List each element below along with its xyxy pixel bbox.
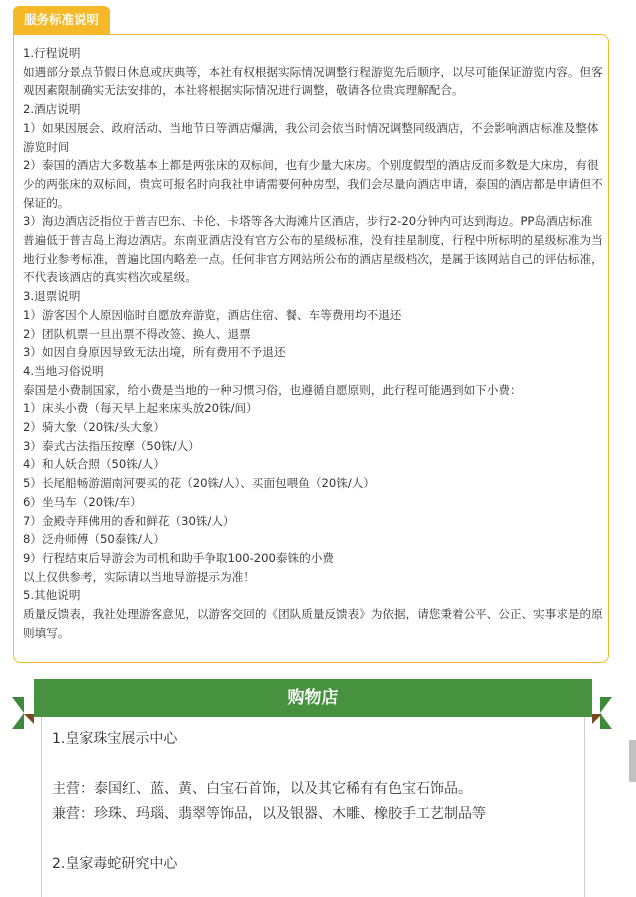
store-1-name: 1.皇家珠宝展示中心 bbox=[52, 731, 178, 747]
line-6: 3.退票说明 bbox=[23, 289, 81, 304]
ribbon-tail-left bbox=[12, 697, 24, 729]
line-23: 质量反馈表，我社处理游客意见，以游客交回的《团队质量反馈表》为依据，请您秉着公平、公正、实事求是的原则填写。 bbox=[23, 607, 603, 640]
line-8: 2）团队机票一旦出票不得改签、换人、退票 bbox=[23, 326, 251, 341]
store-2-name: 2.皇家毒蛇研究中心 bbox=[52, 856, 178, 872]
ribbon-fold-right bbox=[592, 714, 602, 724]
shopping-banner-title: 购物店 bbox=[34, 679, 592, 717]
line-15: 4）和人妖合照（50铢/人） bbox=[23, 457, 165, 472]
line-12: 1）床头小费（每天早上起来床头放20铢/间） bbox=[23, 401, 258, 416]
shopping-list bbox=[52, 727, 572, 877]
service-standard-tab[interactable]: 服务标准说明 bbox=[13, 6, 110, 34]
line-2: 2.酒店说明 bbox=[23, 102, 81, 117]
line-17: 6）坐马车（20铢/车） bbox=[23, 494, 142, 509]
scrollbar-thumb[interactable] bbox=[629, 740, 636, 782]
line-10: 4.当地习俗说明 bbox=[23, 363, 104, 378]
line-20: 9）行程结束后导游会为司机和助手争取100-200泰铢的小费 bbox=[23, 550, 334, 565]
line-11: 泰国是小费制国家，给小费是当地的一种习惯习俗，也遵循自愿原则，此行程可能遇到如下小费： bbox=[23, 382, 522, 397]
line-16: 5）长尾船畅游湄南河要买的花（20铢/人）、买面包喂鱼（20铢/人） bbox=[23, 476, 375, 491]
line-9: 3）如因自身原因导致无法出境，所有费用不予退还 bbox=[23, 345, 286, 360]
line-5: 3）海边酒店泛指位于普吉巴东、卡伦、卡塔等各大海滩片区酒店，步行2-20分钟内可达到海边。PP岛酒店标准普遍低于普吉岛上海边酒店。东南亚酒店没有官方公布的星级标准，没有挂星制度，行程中所标明的星级标准为当地行业参考标准，普遍比国内略差一点。任何非官方网站所公布的酒店星级档次，是属于该网站自己的评估标准，不代表该酒店的真实档次或星级。 bbox=[23, 214, 603, 285]
ribbon-fold-left bbox=[24, 714, 34, 724]
service-standard-content bbox=[23, 44, 603, 643]
line-19: 8）泛舟师傅（50泰铢/人） bbox=[23, 532, 165, 547]
store-1-side: 兼营：珍珠、玛瑙、翡翠等饰品，以及银器、木雕、橡胶手工艺制品等 bbox=[52, 806, 486, 822]
line-1: 如遇部分景点节假日休息或庆典等，本社有权根据实际情况调整行程游览先后顺序，以尽可能保证游览内容。但客观因素限制确实无法安排的，本社将根据实际情况进行调整，敬请各位贵宾理解配合。 bbox=[23, 64, 603, 98]
line-18: 7）金殿寺拜佛用的香和鲜花（30铢/人） bbox=[23, 513, 235, 528]
line-3: 1）如果因展会、政府活动、当地节日等酒店爆满，我公司会依当时情况调整同级酒店，不会影响酒店标准及整体游览时间 bbox=[23, 120, 599, 154]
ribbon-tail-right bbox=[600, 697, 612, 729]
line-22: 5.其他说明 bbox=[23, 588, 81, 603]
line-13: 2）骑大象（20铢/头大象） bbox=[23, 420, 165, 435]
line-21: 以上仅供参考，实际请以当地导游提示为准！ bbox=[23, 569, 255, 584]
line-14: 3）泰式古法指压按摩（50铢/人） bbox=[23, 438, 200, 453]
line-7: 1）游客因个人原因临时自愿放弃游览，酒店住宿、餐、车等费用均不退还 bbox=[23, 307, 402, 322]
line-0: 1.行程说明 bbox=[23, 46, 81, 60]
line-4: 2）泰国的酒店大多数基本上都是两张床的双标间，也有少量大床房。个别度假型的酒店反而多数是大床房，有很少的两张床的双标间，贵宾可报名时向我社申请需要何种房型，我们会尽量向酒店申请，泰国的酒店都是申请但不保证的。 bbox=[23, 158, 603, 210]
store-1-main: 主营：泰国红、蓝、黄、白宝石首饰，以及其它稀有有色宝石饰品。 bbox=[52, 781, 472, 797]
